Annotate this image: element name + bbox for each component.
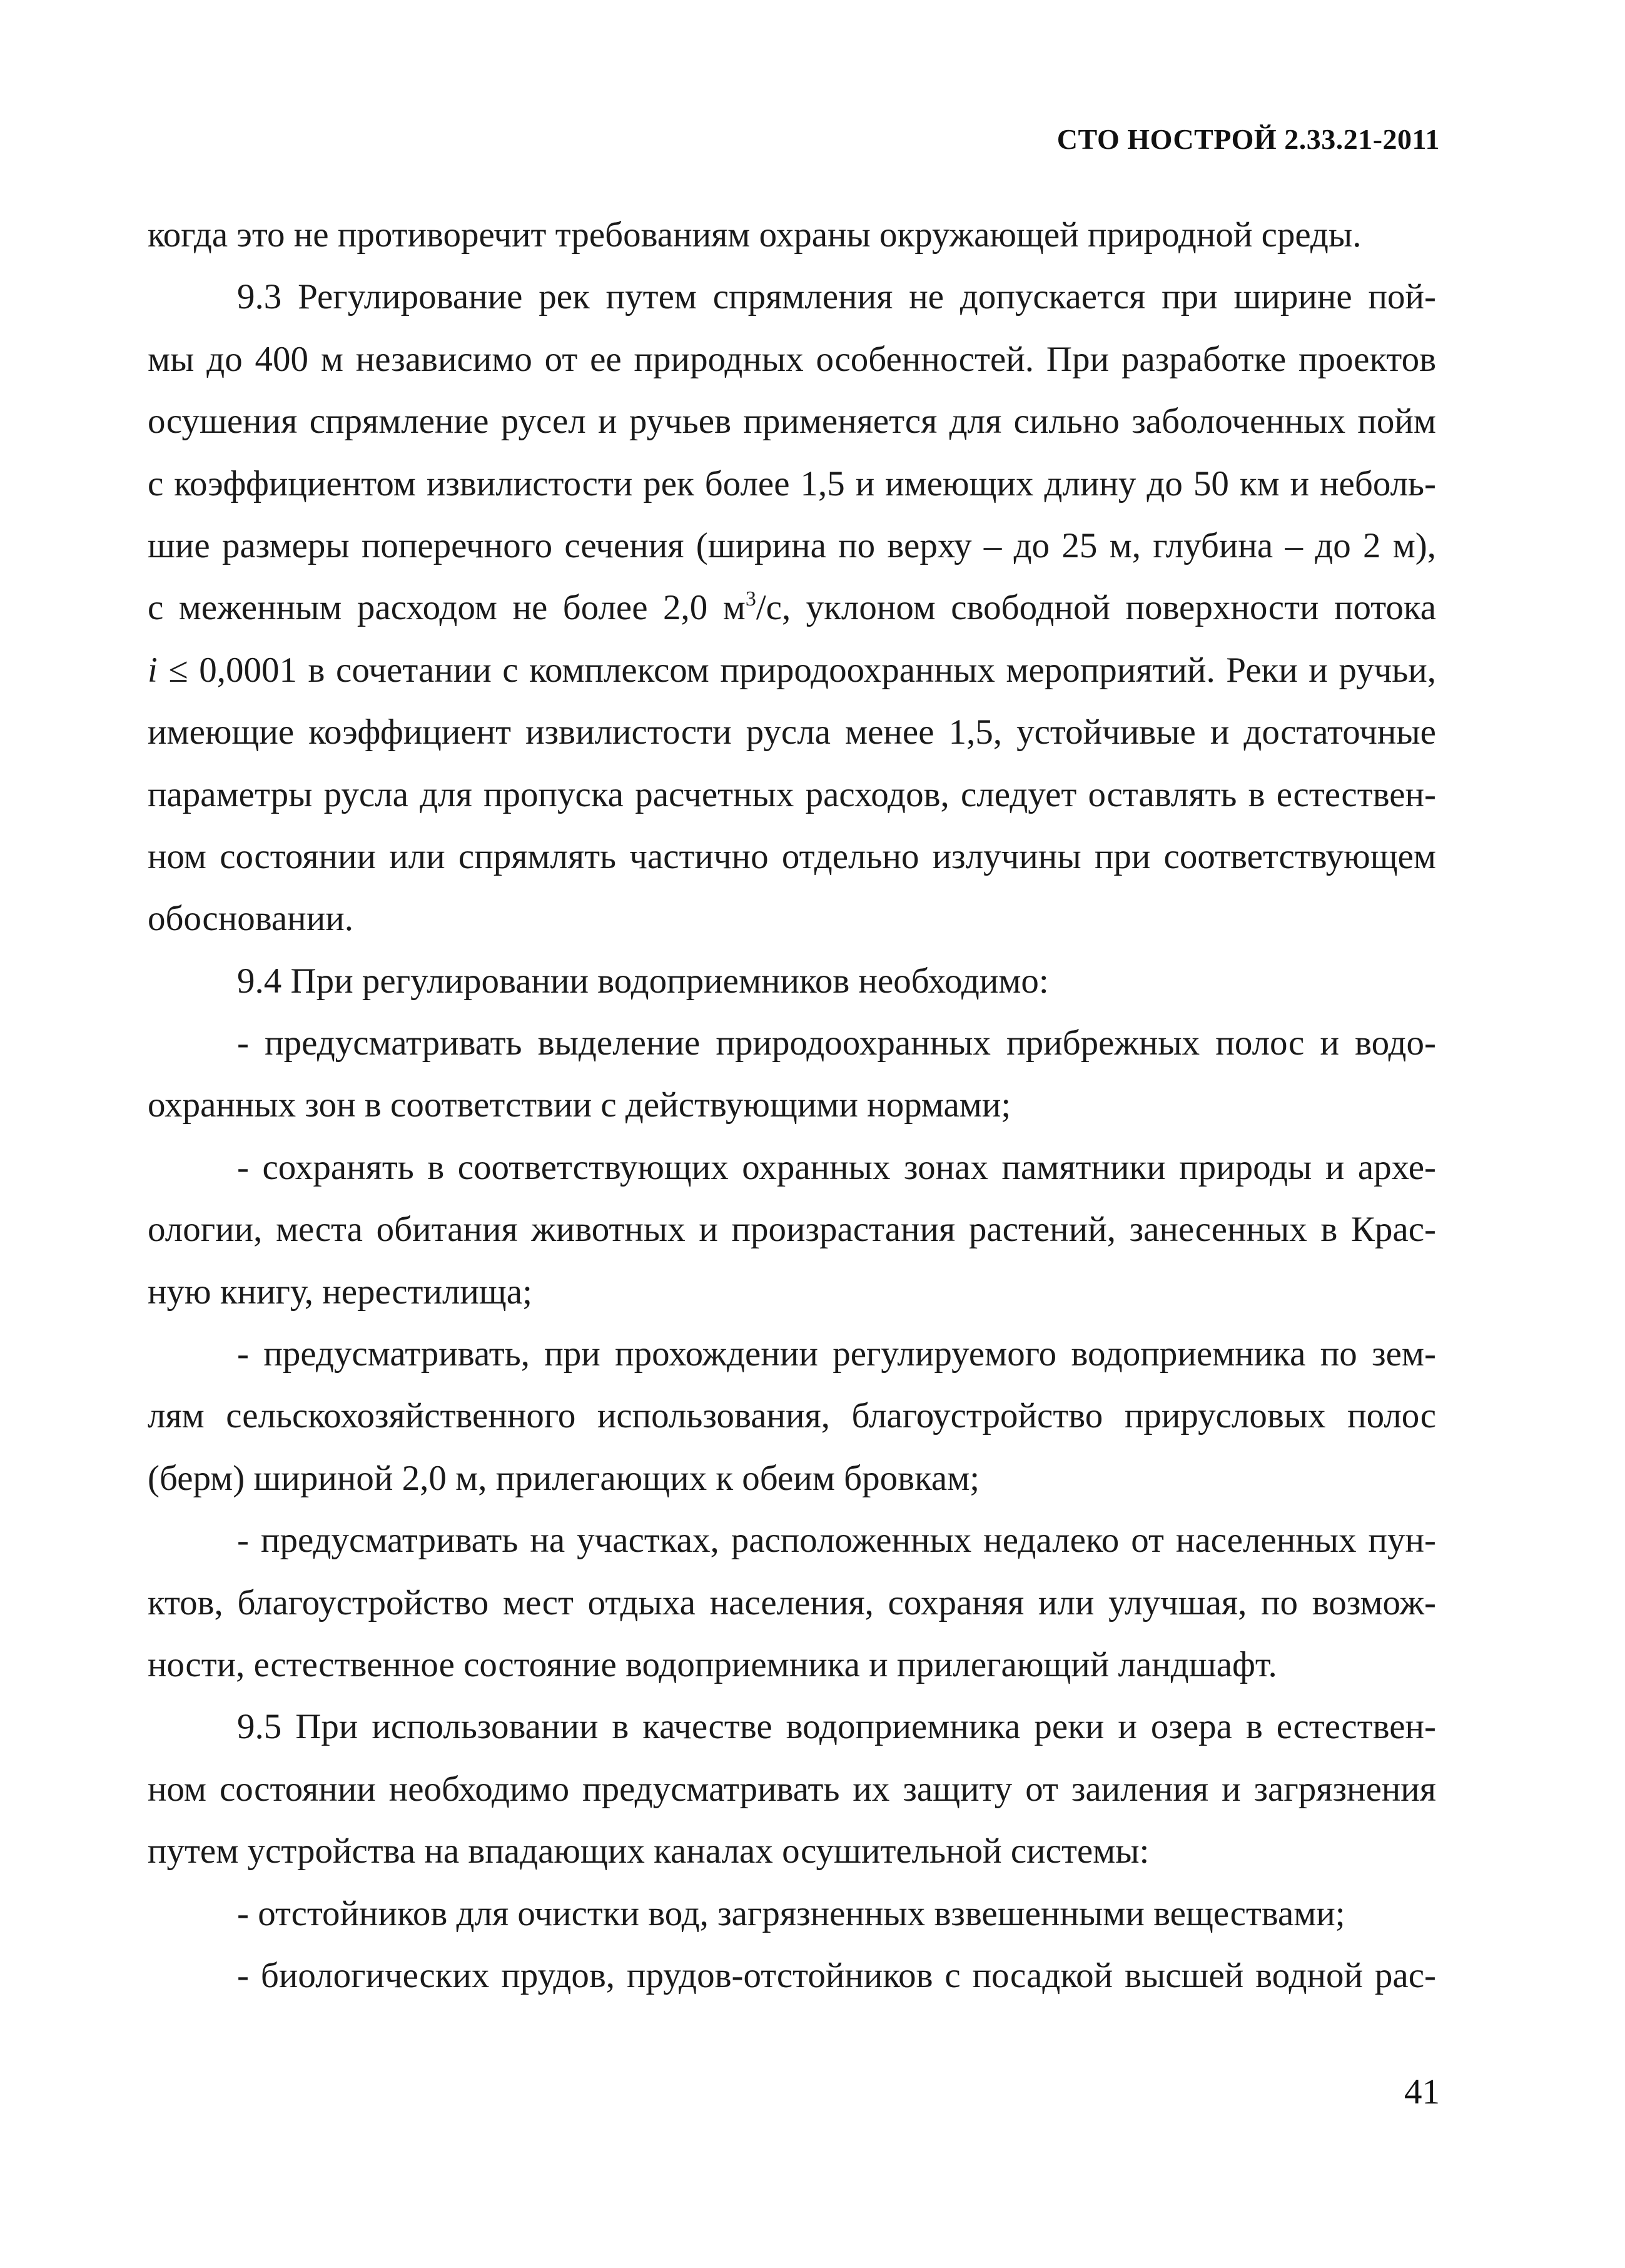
text-line: параметры русла для пропуска расчетных расходов, следует оставлять в естествен- — [148, 774, 1436, 814]
list-item-line: - отстойников для очистки вод, загрязненных взвешенными веществами; — [237, 1893, 1345, 1933]
text-line: обосновании. — [148, 899, 353, 939]
list-item-line: - предусматривать выделение природоохранных прибрежных полос и водо- — [237, 1023, 1436, 1063]
list-item-line: - сохранять в соответствующих охранных зонах памятники природы и архе- — [237, 1147, 1436, 1187]
text-fragment: с меженным расходом не более 2,0 м — [148, 588, 746, 628]
page-body — [148, 204, 1436, 2007]
text-line: мы до 400 м независимо от ее природных особенностей. При разработке проектов — [148, 339, 1436, 379]
page-number: 41 — [1404, 2072, 1440, 2112]
text-line: имеющие коэффициент извилистости русла менее 1,5, устойчивые и достаточные — [148, 712, 1436, 752]
text-fragment: /с, уклоном свободной поверхности потока — [756, 588, 1436, 628]
text-line: ности, естественное состояние водоприемника и прилегающий ландшафт. — [148, 1644, 1277, 1684]
text-line: осушения спрямление русел и ручьев применяется для сильно заболоченных пойм — [148, 402, 1436, 442]
list-item-line: - предусматривать, при прохождении регулируемого водоприемника по зем- — [237, 1334, 1436, 1374]
text-line: лям сельскохозяйственного использования, благоустройство прирусловых полос — [148, 1396, 1436, 1436]
italic-variable-i: i — [148, 650, 158, 690]
section-9-3-first-line: 9.3 Регулирование рек путем спрямления не допускается при ширине пой- — [237, 277, 1436, 317]
text-line: шие размеры поперечного сечения (ширина по верху – до 25 м, глубина – до 2 м), — [148, 525, 1436, 565]
text-line: когда это не противоречит требованиям охраны окружающей природной среды. — [148, 215, 1362, 255]
text-line: ном состоянии необходимо предусматривать их защиту от заиления и загрязнения — [148, 1769, 1436, 1809]
text-line: ологии, места обитания животных и произрастания растений, занесенных в Крас- — [148, 1210, 1436, 1250]
text-line: ном состоянии или спрямлять частично отдельно излучины при соответствующем — [148, 836, 1436, 876]
section-9-5-first-line: 9.5 При использовании в качестве водоприемника реки и озера в естествен- — [237, 1707, 1436, 1747]
superscript-three: 3 — [745, 587, 756, 611]
text-line: охранных зон в соответствии с действующими нормами; — [148, 1085, 1011, 1125]
section-9-4-heading-line: 9.4 При регулировании водоприемников необходимо: — [237, 961, 1049, 1001]
text-line: путем устройства на впадающих каналах осушительной системы: — [148, 1831, 1150, 1871]
list-item-line: - биологических прудов, прудов-отстойников с посадкой высшей водной рас- — [237, 1955, 1436, 1995]
text-line-with-italic — [148, 639, 1436, 701]
list-item-line: - предусматривать на участках, расположенных недалеко от населенных пун- — [237, 1521, 1436, 1561]
text-line: с коэффициентом извилистости рек более 1,5 и имеющих длину до 50 км и неболь- — [148, 463, 1436, 504]
text-line-with-superscript — [148, 577, 1436, 639]
text-line: ктов, благоустройство мест отдыха населения, сохраняя или улучшая, по возмож- — [148, 1582, 1436, 1623]
text-line: ную книгу, нерестилища; — [148, 1272, 532, 1312]
text-fragment: ≤ 0,0001 в сочетании с комплексом природоохранных мероприятий. Реки и ручьи, — [157, 650, 1436, 690]
text-line: (берм) шириной 2,0 м, прилегающих к обеим бровкам; — [148, 1458, 980, 1498]
document-code-header: СТО НОСТРОЙ 2.33.21-2011 — [1056, 123, 1440, 155]
